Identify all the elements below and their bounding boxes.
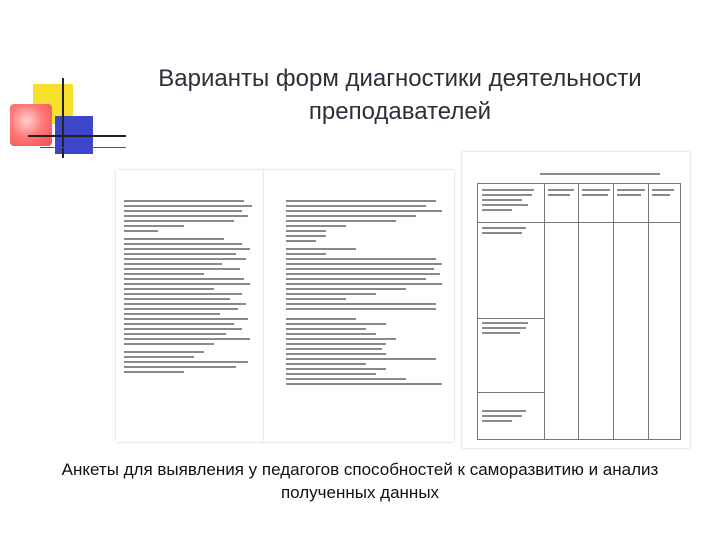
results-table-grid — [477, 183, 681, 440]
decor-vertical-line — [62, 78, 64, 158]
slide-title: Варианты форм диагностики деятельности преподавателей — [158, 65, 642, 125]
results-table-scan — [462, 152, 690, 448]
decor-horizontal-line-thin — [40, 147, 126, 148]
slide-caption: Анкеты для выявления у педагогов способностей к саморазвитию и анализ полученных данных — [61, 460, 659, 502]
questionnaire-scan-middle — [264, 170, 454, 442]
decor-red-square — [10, 104, 52, 146]
decor-horizontal-line — [28, 135, 126, 137]
questionnaire-scan-left — [116, 170, 264, 442]
